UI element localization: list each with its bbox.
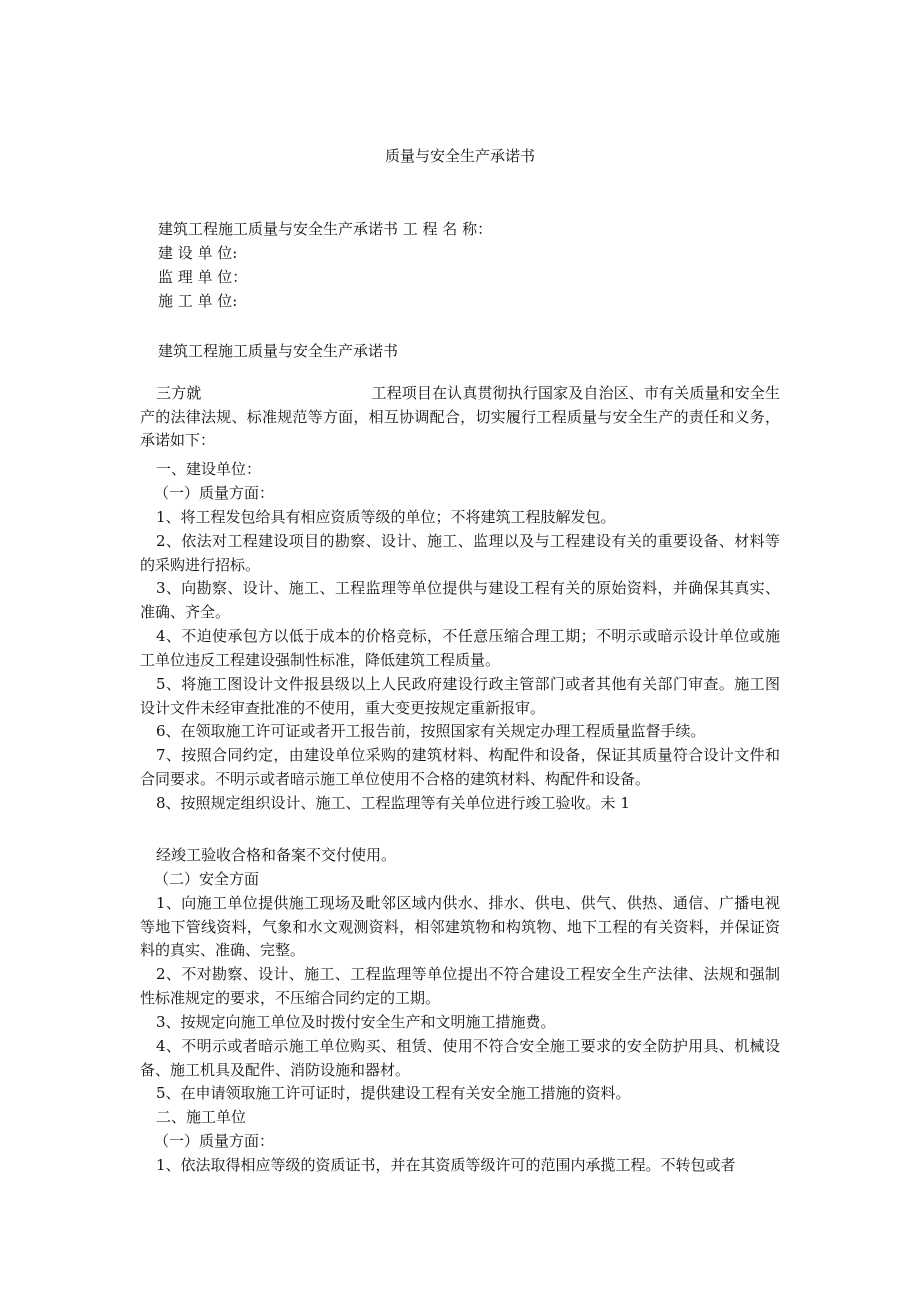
construct-unit-label: 施 工 单 位: [158, 292, 238, 310]
quality-item-8: 8、按照规定组织设计、施工、工程监理等有关单位进行竣工验收。未 1 [156, 794, 630, 812]
project-name-line: 建筑工程施工质量与安全生产承诺书 工 程 名 称： [158, 220, 493, 238]
quality-item-7: 7、按照合同约定，由建设单位采购的建筑材料、构配件和设备，保证其质量符合设计文件和合同要求。不明示或者暗示施工单位使用不合格的建筑材料、构配件和设备。 [140, 746, 780, 788]
safety-item-4: 4、不明示或者暗示施工单位购买、租赁、使用不符合安全施工要求的安全防护用具、机械设备、施工机具及配件、消防设施和器材。 [140, 1037, 780, 1079]
safety-item-1: 1、向施工单位提供施工现场及毗邻区域内供水、排水、供电、供气、供热、通信、广播电视等地下管线资料，气象和水文观测资料，相邻建筑物和构筑物、地下工程的有关资料，并保证资料的真实、准确、完整。 [140, 894, 780, 959]
safety-item-5: 5、在申请领取施工许可证时，提供建设工程有关安全施工措施的资料。 [156, 1084, 631, 1102]
supervise-unit-label: 监 理 单 位： [158, 268, 248, 286]
section-2-quality-heading: （一）质量方面： [154, 1132, 275, 1150]
quality-item-1: 1、将工程发包给具有相应资质等级的单位；不将建筑工程肢解发包。 [156, 508, 616, 526]
section-2-heading: 二、施工单位 [156, 1108, 247, 1126]
intro-prefix: 三方就 [156, 384, 202, 402]
safety-item-3: 3、按规定向施工单位及时拨付安全生产和文明施工措施费。 [156, 1013, 556, 1031]
intro-text: 工程项目在认真贯彻执行国家及自治区、市有关质量和安全生产的法律法规、标准规范等方面，相互协调配合，切实履行工程质量与安全生产的责任和义务，承诺如下： [140, 384, 780, 449]
quality-item-8-continued: 经竣工验收合格和备案不交付使用。 [156, 846, 397, 864]
quality-item-5: 5、将施工图设计文件报县级以上人民政府建设行政主管部门或者其他有关部门审查。施工图设计文件未经审查批准的不使用，重大变更按规定重新报审。 [140, 675, 780, 717]
section-1-heading: 一、建设单位： [156, 460, 262, 478]
build-unit-label: 建 设 单 位: [158, 244, 238, 262]
safety-item-2: 2、不对勘察、设计、施工、工程监理等单位提出不符合建设工程安全生产法律、法规和强制性标准规定的要求，不压缩合同约定的工期。 [140, 965, 780, 1007]
quality-item-6: 6、在领取施工许可证或者开工报告前，按照国家有关规定办理工程质量监督手续。 [156, 722, 706, 740]
construction-quality-item-1: 1、依法取得相应等级的资质证书，并在其资质等级许可的范围内承揽工程。不转包或者 [156, 1156, 736, 1174]
subtitle: 建筑工程施工质量与安全生产承诺书 [158, 342, 399, 360]
document-title: 质量与安全生产承诺书 [384, 147, 535, 165]
section-1-quality-heading: （一）质量方面： [154, 484, 275, 502]
quality-item-3: 3、向勘察、设计、施工、工程监理等单位提供与建设工程有关的原始资料，并确保其真实、准确、齐全。 [140, 579, 780, 621]
intro-paragraph [140, 382, 780, 453]
quality-item-2: 2、依法对工程建设项目的勘察、设计、施工、监理以及与工程建设有关的重要设备、材料等的采购进行招标。 [140, 532, 780, 574]
section-1-safety-heading: （二）安全方面 [154, 870, 260, 888]
quality-item-4: 4、不迫使承包方以低于成本的价格竞标，不任意压缩合理工期；不明示或暗示设计单位或施工单位违反工程建设强制性标准，降低建筑工程质量。 [140, 627, 780, 669]
